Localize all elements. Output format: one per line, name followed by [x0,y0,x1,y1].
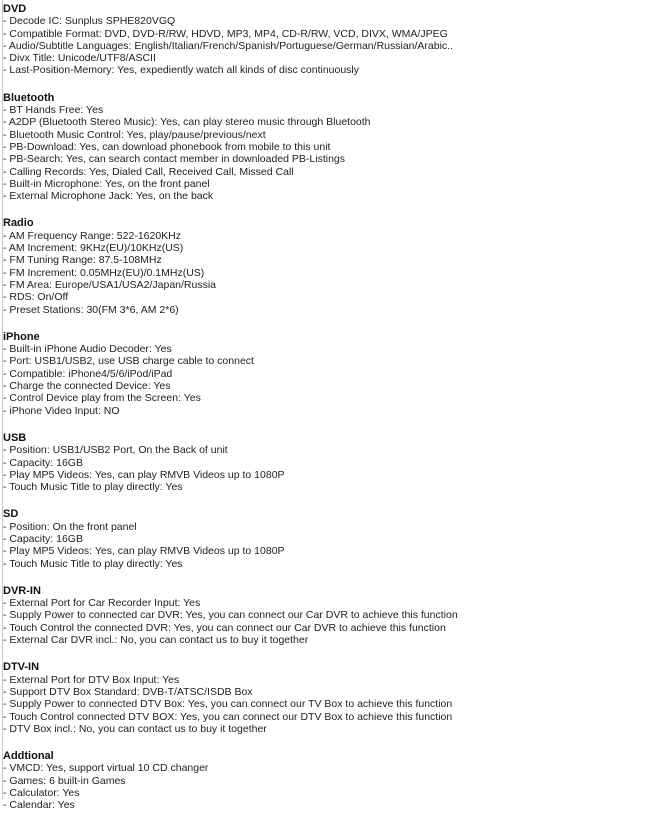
spec-line: - DTV Box incl.: No, you can contact us to buy it together [3,722,267,735]
section-title: USB [3,431,27,444]
spec-list [3,674,658,735]
spec-line: - Play MP5 Videos: Yes, can play RMVB Videos up to 1080P [3,468,285,481]
spec-section-dvd [3,3,658,77]
spec-list [3,104,658,202]
spec-line: - External Port for DTV Box Input: Yes [3,673,180,686]
spec-line: - Position: USB1/USB2 Port, On the Back of unit [3,444,228,457]
spec-list [3,343,658,417]
section-title: Bluetooth [3,91,55,104]
spec-line: - A2DP (Bluetooth Stereo Music): Yes, can play stereo music through Bluetooth [3,116,371,129]
spec-section-iphone [3,331,658,417]
spec-list [3,230,658,316]
spec-line: - Calling Records: Yes, Dialed Call, Received Call, Missed Call [3,165,294,178]
section-title: DTV-IN [3,661,40,674]
spec-line: - External Microphone Jack: Yes, on the back [3,190,214,203]
spec-list [3,15,658,76]
spec-line: - Port: USB1/USB2, use USB charge cable to connect [3,355,254,368]
spec-line: - Compatible: iPhone4/5/6/iPod/iPad [3,367,173,380]
spec-line: - Charge the connected Device: Yes [3,380,171,393]
spec-section-bluetooth [3,92,658,203]
spec-section-dvr-in [3,585,658,646]
spec-section-radio [3,217,658,315]
spec-line: - PB-Search: Yes, can search contact member in downloaded PB-Listings [3,153,346,166]
spec-line: - Capacity: 16GB [3,532,83,545]
spec-line: - Bluetooth Music Control: Yes, play/pause/previous/next [3,128,266,141]
spec-line: - Supply Power to connected DTV Box: Yes, you can connect our TV Box to achieve this function [3,698,453,711]
section-title: Addtional [3,750,54,763]
section-title: DVD [3,3,27,15]
spec-line: - Calendar: Yes [3,799,75,812]
spec-line: - Built-in iPhone Audio Decoder: Yes [3,343,172,356]
section-title: iPhone [3,330,40,343]
spec-line: - VMCD: Yes, support virtual 10 CD changer [3,762,209,775]
spec-line: - Last-Position-Memory: Yes, expediently watch all kinds of disc continuously [3,64,360,77]
spec-line: - FM Area: Europe/USA1/USA2/Japan/Russia [3,278,217,291]
spec-line: - Capacity: 16GB [3,456,83,469]
spec-line: - Divx Title: Unicode/UTF8/ASCII [3,52,156,65]
spec-list [3,597,658,646]
spec-line: - Supply Power to connected car DVR: Yes, you can connect our Car DVR to achieve this function [3,609,458,622]
spec-list [3,444,658,493]
spec-line: - Games: 6 built-in Games [3,774,126,787]
spec-section-addtional [3,750,658,811]
spec-line: - Decode IC: Sunplus SPHE820VGQ [3,15,176,28]
spec-line: - BT Hands Free: Yes [3,104,104,117]
section-title: DVR-IN [3,584,41,597]
spec-line: - PB-Download: Yes, can download phonebook from mobile to this unit [3,140,331,153]
spec-line: - Preset Stations: 30(FM 3*6, AM 2*6) [3,303,179,316]
spec-line: - Compatible Format: DVD, DVD-R/RW, HDVD, MP3, MP4, CD-R/RW, VCD, DIVX, WMA/JPEG [3,27,448,40]
spec-line: - Play MP5 Videos: Yes, can play RMVB Videos up to 1080P [3,545,285,558]
spec-line: - External Car DVR incl.: No, you can contact us to buy it together [3,634,309,647]
spec-line: - Control Device play from the Screen: Yes [3,392,201,405]
spec-section-sd [3,508,658,569]
spec-content [3,3,658,827]
spec-list [3,762,658,811]
section-title: Radio [3,217,34,230]
spec-line: - Touch Music Title to play directly: Yes [3,557,183,570]
spec-line: - FM Increment: 0.05MHz(EU)/0.1MHz(US) [3,266,205,279]
spec-line: - External Port for Car Recorder Input: Yes [3,597,201,610]
spec-line: - iPhone Video Input: NO [3,404,120,417]
spec-line: - Built-in Microphone: Yes, on the front panel [3,177,210,190]
spec-line: - Position: On the front panel [3,520,137,533]
spec-list [3,521,658,570]
spec-line: - FM Tuning Range: 87.5-108MHz [3,254,162,267]
spec-line: - Touch Control the connected DVR: Yes, you can connect our Car DVR to achieve this function [3,621,446,634]
spec-line: - Support DTV Box Standard: DVB-T/ATSC/ISDB Box [3,685,253,698]
section-title: SD [3,508,19,521]
spec-line: - Touch Control connected DTV BOX: Yes, you can connect our DTV Box to achieve this function [3,710,453,723]
spec-line: - AM Frequency Range: 522-1620KHz [3,229,182,242]
spec-section-usb [3,432,658,493]
spec-section-dtv-in [3,661,658,735]
spec-line: - AM Increment: 9KHz(EU)/10KHz(US) [3,242,184,255]
spec-line: - RDS: On/Off [3,291,69,304]
spec-line: - Audio/Subtitle Languages: English/Italian/French/Spanish/Portuguese/German/Russian/Arabic.. [3,39,454,52]
spec-line: - Touch Music Title to play directly: Yes [3,481,183,494]
spec-line: - Calculator: Yes [3,787,80,800]
